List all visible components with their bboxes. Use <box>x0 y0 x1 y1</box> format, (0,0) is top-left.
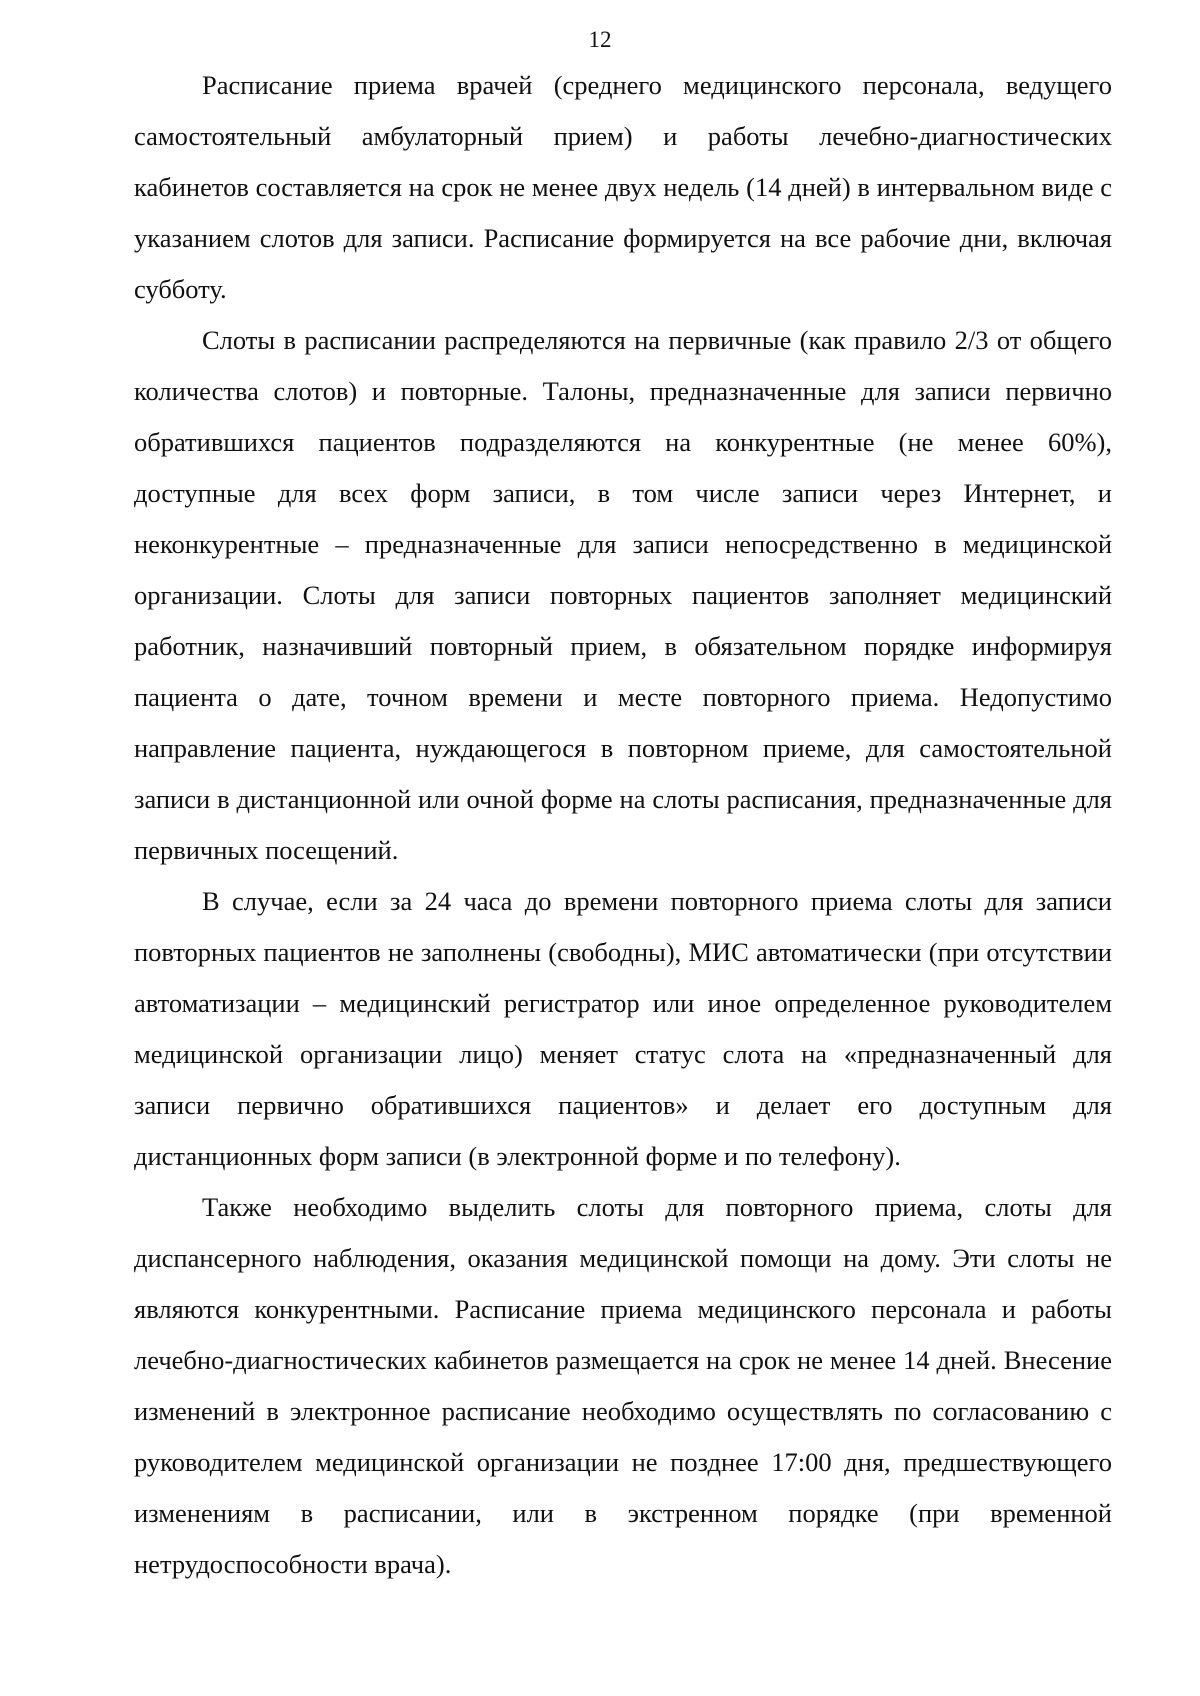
page-number: 12 <box>588 27 612 52</box>
document-body <box>134 60 1112 1590</box>
paragraph-schedule: Расписание приема врачей (среднего медицинского персонала, ведущего самостоятельный амбулаторный прием) и работы лечебно-диагностических кабинетов составляется на срок не менее двух недель (14 дней) в интервальном виде с указанием слотов для записи. Расписание формируется на все рабочие дни, включая субботу. <box>134 70 1112 304</box>
paragraph-additional-slots: Также необходимо выделить слоты для повторного приема, слоты для диспансерного наблюдения, оказания медицинской помощи на дому. Эти слоты не являются конкурентными. Расписание приема медицинского персонала и работы лечебно-диагностических кабинетов размещается на срок не менее 14 дней. Внесение изменений в электронное расписание необходимо осуществлять по согласованию с руководителем медицинской организации не позднее 17:00 дня, предшествующего изменениям в расписании, или в экстренном порядке (при временной нетрудоспособности врача). <box>134 1192 1112 1579</box>
paragraph-slots: Слоты в расписании распределяются на первичные (как правило 2/3 от общего количества слотов) и повторные. Талоны, предназначенные для записи первично обратившихся пациентов подразделяются на конкурентные (не менее 60%), доступные для всех форм записи, в том числе записи через Интернет, и неконкурентные – предназначенные для записи непосредственно в медицинской организации. Слоты для записи повторных пациентов заполняет медицинский работник, назначивший повторный прием, в обязательном порядке информируя пациента о дате, точном времени и месте повторного приема. Недопустимо направление пациента, нуждающегося в повторном приеме, для самостоятельной записи в дистанционной или очной форме на слоты расписания, предназначенные для первичных посещений. <box>134 325 1112 865</box>
paragraph-unfilled-slots: В случае, если за 24 часа до времени повторного приема слоты для записи повторных пациентов не заполнены (свободны), МИС автоматически (при отсутствии автоматизации – медицинский регистратор или иное определенное руководителем медицинской организации лицо) меняет статус слота на «предназначенный для записи первично обратившихся пациентов» и делает его доступным для дистанционных форм записи (в электронной форме и по телефону). <box>134 886 1112 1171</box>
